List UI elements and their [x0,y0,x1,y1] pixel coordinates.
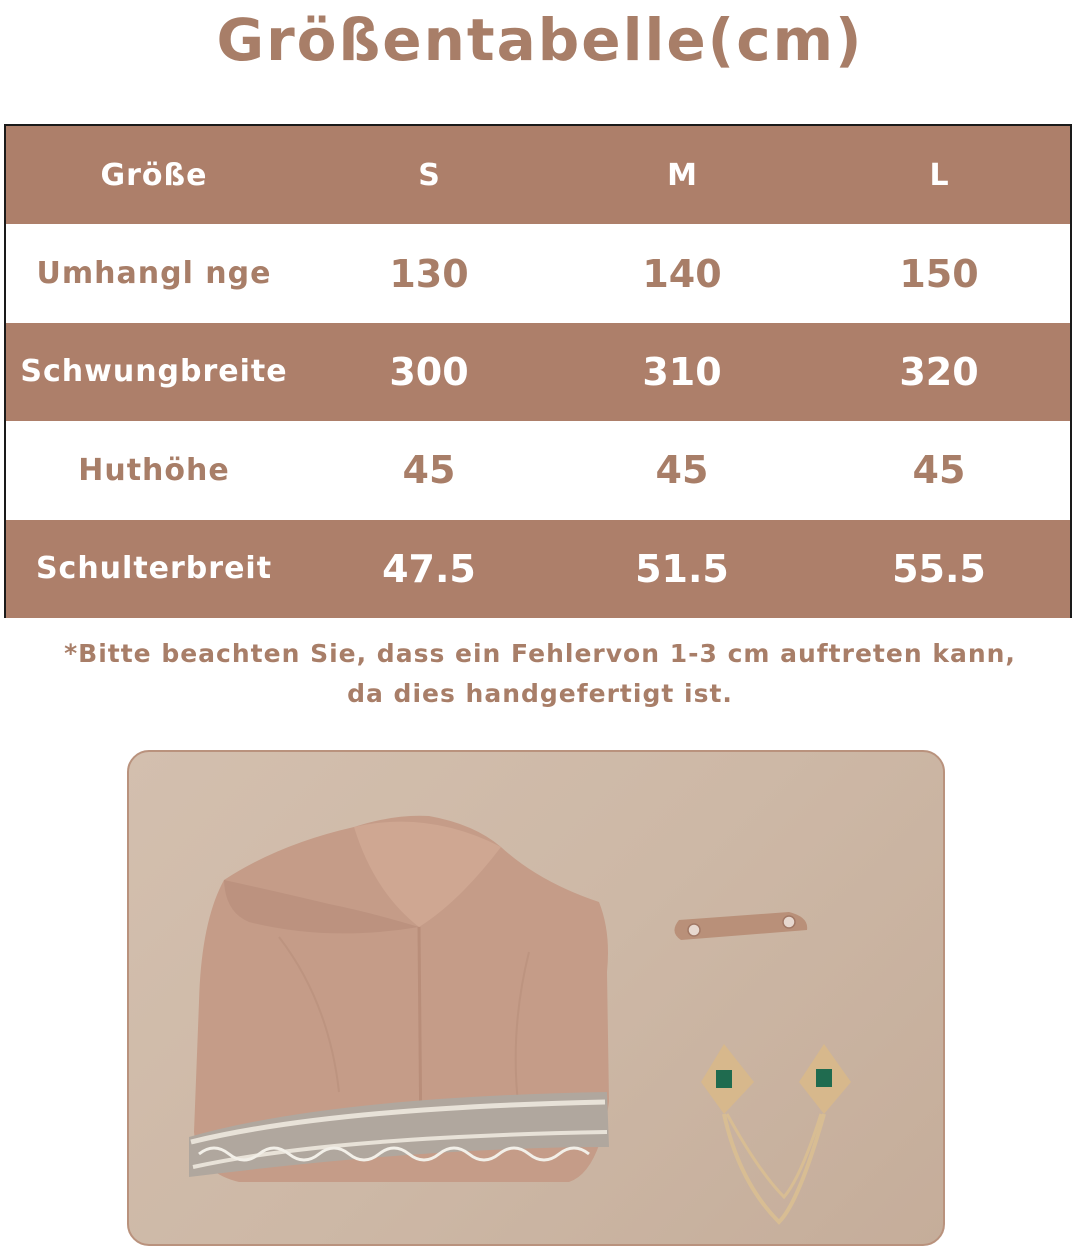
cell-value: 140 [642,251,722,296]
cell-value: 47.5 [382,546,476,591]
cell-value: 310 [642,349,722,394]
table-row [6,421,1070,519]
cell-value: 45 [655,448,709,493]
product-illustration [129,752,943,1244]
handmade-note [0,634,1080,714]
row-label: Schulterbreit [35,551,273,587]
size-table [4,124,1072,618]
cell-value: 300 [389,349,469,394]
table-row [6,224,1070,322]
table-row [6,323,1070,421]
cell-value: 51.5 [635,546,729,591]
table-header-row [6,126,1070,224]
cell-value: 150 [899,251,979,296]
header-cell-size: Größe [100,157,208,193]
header-cell-l: L [929,157,949,193]
product-photo [127,750,945,1246]
header-cell-s: S [418,157,440,193]
cell-value: 45 [912,448,966,493]
brooch-chain [701,1044,851,1222]
cell-value: 45 [402,448,456,493]
row-label: Huthöhe [78,452,230,488]
cell-value: 55.5 [892,546,986,591]
cell-value: 130 [389,251,469,296]
note-line-1: *Bitte beachten Sie, dass ein Fehlervon 1-3 cm auftreten kann, [64,639,1016,668]
note-line-2: da dies handgefertigt ist. [347,679,733,708]
table-row [6,520,1070,618]
clasp-strap [674,912,807,940]
folded-cape [189,816,609,1182]
cell-value: 320 [899,349,979,394]
row-label: Schwungbreite [20,354,288,390]
header-cell-m: M [667,157,697,193]
row-label: Umhangl nge [36,256,272,292]
page-title: Größentabelle(cm) [216,6,864,74]
